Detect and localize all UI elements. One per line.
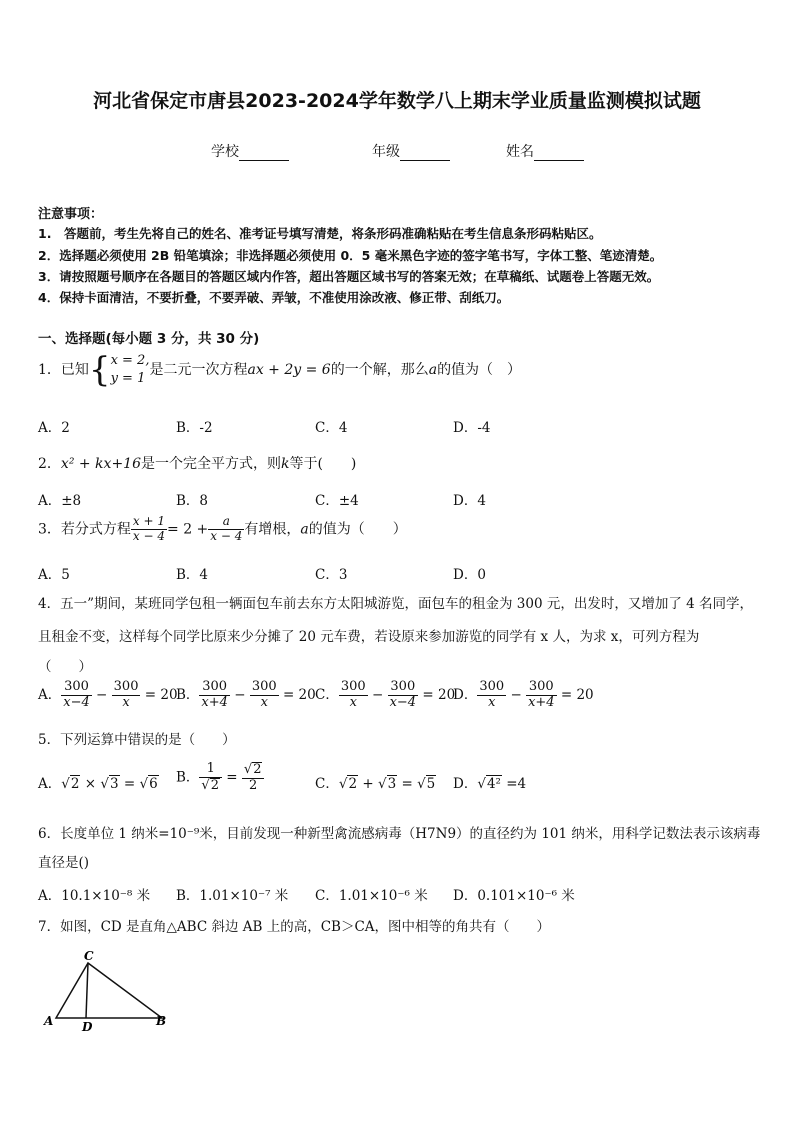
q3-f1-den: x − 4	[132, 528, 166, 543]
q4-c-rhs: = 20	[422, 686, 456, 703]
q4-a-n1: 300	[61, 680, 92, 696]
q4-option-d: D． $\frac{300}{x}$ − $\frac{300}{x+4}$ = 20	[453, 679, 594, 710]
q4-option-c: C． $\frac{300}{x}$ − $\frac{300}{x-4}$ = 20	[315, 679, 456, 710]
q3-fraction-2	[208, 515, 244, 544]
q3-f1-num: x + 1	[132, 514, 166, 528]
q3-fraction-1	[131, 515, 167, 544]
q2-option-a: A．±8	[38, 493, 82, 509]
q4-b-n2: 300	[251, 679, 277, 694]
q5-option-d: D．√4² =4	[453, 776, 527, 792]
q3-f2-num: a	[208, 515, 244, 530]
q5-c-r1: 2	[348, 776, 358, 792]
q3-end: 的值为（ ）	[308, 521, 407, 538]
q5-option-a: A．√2 × √3 = √6	[38, 776, 158, 792]
q5-b-den: 2	[210, 777, 219, 793]
q7-triangle-figure	[38, 945, 178, 1035]
q5-c-label: C．	[315, 776, 339, 792]
label-d: D	[82, 1020, 93, 1034]
q4-d-label: D．	[453, 686, 478, 703]
question-3	[38, 515, 407, 544]
q1-option-c: C．4	[315, 420, 348, 436]
name-label: 姓名	[506, 144, 534, 160]
name-field	[506, 141, 584, 161]
q2-option-b: B．8	[176, 493, 209, 509]
grade-label: 年级	[372, 144, 400, 160]
q4-a-frac2	[112, 680, 141, 711]
q4-line-1: 4．五一”期间，某班同学包租一辆面包车前去东方太阳城游览，面包车的租金为 300 元，出发时，又增加了 4 名同学，	[38, 596, 754, 612]
q5-b-frac2: $\frac{√2}{2}$	[242, 762, 265, 794]
q6-line-1: 6．长度单位 1 纳米=10⁻⁹米，目前发现一种新型禽流感病毒（H7N9）的直径约为 101 纳米，用科学记数法表示该病毒	[38, 826, 761, 842]
q4-b-d2: x	[260, 694, 268, 710]
q4-d-rhs: = 20	[560, 686, 594, 703]
q4-d-frac2	[526, 680, 557, 711]
q5-c-op: +	[362, 776, 374, 792]
q4-b-rhs: = 20	[282, 686, 316, 703]
q3-option-d: D．0	[453, 567, 486, 583]
q4-option-b: B． $\frac{300}{x+4}$ − $\frac{300}{x}$ = 20	[176, 679, 316, 710]
question-2	[38, 453, 356, 473]
q5-d-label: D．	[453, 776, 478, 792]
q4-d-n1: 300	[479, 679, 505, 694]
q1-number: 1．已知	[38, 362, 89, 378]
q4-a-d1: x−4	[63, 694, 90, 710]
q3-option-c: C．3	[315, 567, 348, 583]
q4-line-2: 且租金不变，这样每个同学比原来少分摊了 20 元车费，若设原来参加游览的同学有 x 人，为求 x，可列方程为	[38, 629, 700, 645]
q6-option-b: B．1.01×10⁻⁷ 米	[176, 888, 289, 904]
q5-a-label: A．	[38, 776, 62, 792]
question-1	[38, 352, 521, 388]
q4-d-frac1	[477, 680, 506, 711]
q5-a-eq: =	[123, 776, 136, 792]
q2-var: k	[280, 456, 290, 472]
q1-option-d: D．-4	[453, 420, 491, 436]
notice-item-3: 3．请按照题号顺序在各题目的答题区域内作答，超出答题区域书写的答案无效；在草稿纸、试题卷上答题无效。	[38, 269, 660, 284]
q1-var: a	[428, 362, 438, 378]
q4-b-frac2	[250, 680, 279, 711]
q5-option-c: C．√2 + √3 = √5	[315, 776, 436, 792]
q5-a-r2: 3	[109, 776, 119, 792]
q5-a-op: ×	[84, 776, 97, 792]
q3-f2-den: x − 4	[210, 528, 243, 543]
q2-option-d: D．4	[453, 493, 486, 509]
school-blank	[239, 146, 289, 161]
q1-option-a: A．2	[38, 420, 70, 436]
q6-option-a: A．10.1×10⁻⁸ 米	[38, 888, 151, 904]
school-label: 学校	[211, 144, 239, 160]
notice-item-2: 2．选择题必须使用 2B 铅笔填涂；非选择题必须使用 0．5 毫米黑色字迹的签字笔书写，字体工整、笔迹清楚。	[38, 248, 663, 263]
q5-d-eq: =4	[506, 776, 527, 792]
q4-b-d1: x+4	[201, 694, 228, 710]
q3-option-a: A．5	[38, 567, 70, 583]
q5-c-eq: =	[401, 776, 413, 792]
grade-blank	[400, 146, 450, 161]
q1-eq2: y = 1	[110, 371, 146, 386]
q3-number: 3．若分式方程	[38, 521, 131, 538]
q5-a-r1: 2	[70, 776, 80, 792]
q7-stem: 7．如图，CD 是直角△ABC 斜边 AB 上的高，CB＞CA，图中相等的角共有（ ）	[38, 919, 551, 935]
q3-eq: = 2 +	[167, 521, 209, 538]
q5-stem: 5．下列运算中错误的是（ ）	[38, 732, 236, 748]
q1-end: 的值为（ ）	[437, 362, 522, 378]
q1-brace: {	[88, 350, 111, 390]
notice-heading: 注意事项：	[38, 207, 104, 222]
q4-b-frac1	[199, 680, 230, 711]
q4-a-n2: 300	[113, 679, 139, 694]
q4-c-n1: 300	[340, 679, 366, 694]
altitude-cd	[86, 963, 88, 1018]
q5-b-rden: 2	[249, 777, 258, 793]
label-a: A	[44, 1014, 54, 1028]
q6-option-c: C．1.01×10⁻⁶ 米	[315, 888, 428, 904]
q2-expression: x² + kx+16	[60, 456, 141, 472]
q2-option-c: C．±4	[315, 493, 359, 509]
q4-c-n2: 300	[388, 680, 419, 696]
q4-b-label: B．	[176, 686, 200, 703]
q6-line-2: 直径是()	[38, 855, 90, 871]
school-field	[211, 141, 289, 161]
q2-mid: 是一个完全平方式，则	[140, 456, 281, 472]
q1-option-b: B．-2	[176, 420, 213, 436]
q4-c-frac2	[388, 680, 419, 711]
q4-d-d1: x	[488, 694, 496, 710]
q1-system	[111, 352, 150, 388]
q4-d-d2: x+4	[528, 694, 555, 710]
q5-b-frac1: $\frac{1}{√2}$	[199, 762, 222, 794]
q3-tail: 有增根，	[244, 521, 301, 538]
q5-option-b	[176, 762, 264, 794]
q2-end: 等于( )	[289, 456, 357, 472]
notice-item-4: 4．保持卡面清洁，不要折叠，不要弄破、弄皱，不准使用涂改液、修正带、刮纸刀。	[38, 290, 510, 305]
q1-mid: 是二元一次方程	[149, 362, 248, 378]
section-heading-choice: 一、选择题(每小题 3 分，共 30 分)	[38, 331, 260, 347]
q4-c-d1: x	[349, 694, 357, 710]
q4-c-label: C．	[315, 686, 339, 703]
grade-field	[372, 141, 450, 161]
q4-c-d2: x−4	[389, 694, 417, 710]
q4-option-a: A． $\frac{300}{x-4}$ − $\frac{300}{x}$ = 20	[38, 679, 178, 710]
q5-c-r3: 5	[426, 776, 436, 792]
page-title: 河北省保定市唐县2023-2024学年数学八上期末学业质量监测模拟试题	[93, 90, 701, 112]
q1-eq1: x = 2,	[110, 353, 150, 368]
q4-line-3: （ ）	[38, 659, 92, 675]
q3-var: a	[300, 521, 309, 538]
q5-c-r2: 3	[387, 776, 397, 792]
name-blank	[534, 146, 584, 161]
label-c: C	[84, 949, 94, 963]
q5-d-r: 4²	[486, 776, 501, 792]
q5-b-label: B．	[176, 769, 200, 786]
label-b: B	[156, 1014, 167, 1028]
q4-a-label: A．	[38, 686, 62, 703]
q5-b-eq: =	[226, 769, 238, 786]
q4-d-n2: 300	[526, 680, 557, 696]
q5-a-r3: 6	[149, 776, 158, 792]
q5-b-num: 1	[199, 762, 222, 778]
q4-a-frac1	[61, 680, 92, 711]
q1-tail: 的一个解，那么	[330, 362, 429, 378]
q2-number: 2．	[38, 456, 61, 472]
q3-option-b: B．4	[176, 567, 209, 583]
q6-option-d: D．0.101×10⁻⁶ 米	[453, 888, 575, 904]
q5-b-rnum: 2	[253, 762, 262, 777]
q4-c-frac1	[339, 680, 368, 711]
q4-a-rhs: = 20	[144, 686, 178, 703]
triangle-abc	[56, 963, 162, 1018]
q4-b-n1: 300	[199, 680, 230, 696]
notice-item-1: 1. 答题前，考生先将自己的姓名、准考证号填写清楚，将条形码准确粘贴在考生信息条形码粘贴区。	[38, 226, 602, 241]
q1-equation: ax + 2y = 6	[247, 362, 331, 378]
q4-a-d2: x	[122, 694, 130, 710]
